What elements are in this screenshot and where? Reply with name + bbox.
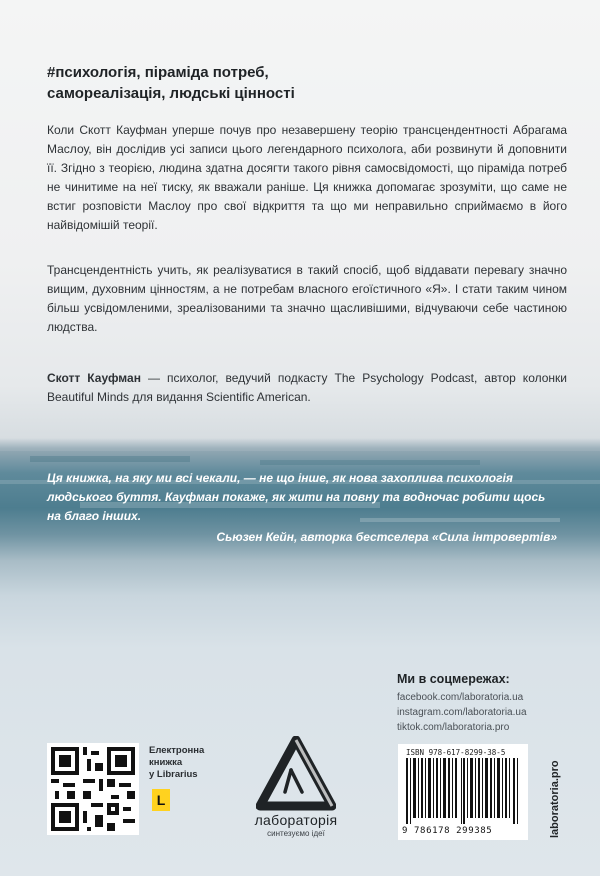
publisher-logo-icon [256, 736, 336, 816]
author-bio-text: — психолог, ведучий подкасту The Psychology Podcast, автор колонки Beautiful Minds для видання Scientific American. [47, 371, 567, 404]
quote-text: Ця книжка, на яку ми всі чекали, — не що інше, як нова захоплива психологія людського буття. Кауфман покаже, як жити на повну та водночас робити щось на благо інших. [47, 471, 546, 523]
isbn-text: ISBN 978-617-8299-38-5 [406, 748, 506, 757]
hashtags-heading [47, 62, 567, 104]
hashtags-line-2: самореалізація, людські цінності [47, 85, 295, 102]
publisher-website[interactable]: laboratoria.pro [549, 760, 561, 838]
hashtags-line-1: #психологія, піраміда потреб, [47, 64, 269, 81]
social-link-facebook[interactable]: facebook.com/laboratoria.ua [397, 692, 524, 703]
publisher-name: лабораторія [254, 812, 338, 828]
publisher-slogan: синтезуємо ідеї [267, 829, 325, 838]
ebook-label [149, 745, 204, 781]
description-paragraph-1: Коли Скотт Кауфман уперше почув про незавершену теорію трансцендентності Абрагама Маслоу, він дослідив усі записи цього легендарного психолога, аби розвинути й доповнити її. Згідно з теорією, людина здатна досягти такого рівня самосвідомості, що піраміда потреб не чинитиме на неї тиску, як вважали раніше. Ця книжка допомагає зрозуміти, що саме не встиг розповісти Маслоу про свої відкриття та що ми неправильно сприймаємо в його найвідомішій теорії. [47, 123, 567, 232]
librarius-icon: L [152, 789, 170, 811]
testimonial-quote [47, 469, 557, 547]
isbn-barcode [398, 744, 528, 840]
ebook-line-1: Електронна [149, 745, 205, 756]
ean-number: 9 786178 299385 [402, 826, 493, 836]
social-link-tiktok[interactable]: tiktok.com/laboratoria.pro [397, 722, 510, 733]
social-media-block [397, 672, 567, 735]
barcode-icon [406, 758, 520, 824]
ebook-line-3: у Librarius [149, 769, 198, 780]
ebook-line-2: книжка [149, 757, 183, 768]
description-paragraph-2: Трансцендентність учить, як реалізуватися в такий спосіб, щоб віддавати перевагу значно вищим, духовним цінностям, а не потребам власного егоїстичного «Я». І стати таким чином більш усвідомленими, зреалізованими та значно щасливішими, відчуваючи себе частиною людства. [47, 263, 567, 334]
quote-author: Сьюзен Кейн, авторка бестселера «Сила інтровертів» [216, 530, 557, 544]
author-name: Скотт Кауфман [47, 371, 141, 385]
social-title: Ми в соцмережах: [397, 672, 510, 686]
social-link-instagram[interactable]: instagram.com/laboratoria.ua [397, 707, 527, 718]
qr-code-icon [47, 743, 139, 835]
author-bio [47, 369, 567, 407]
qr-code[interactable] [47, 743, 139, 835]
